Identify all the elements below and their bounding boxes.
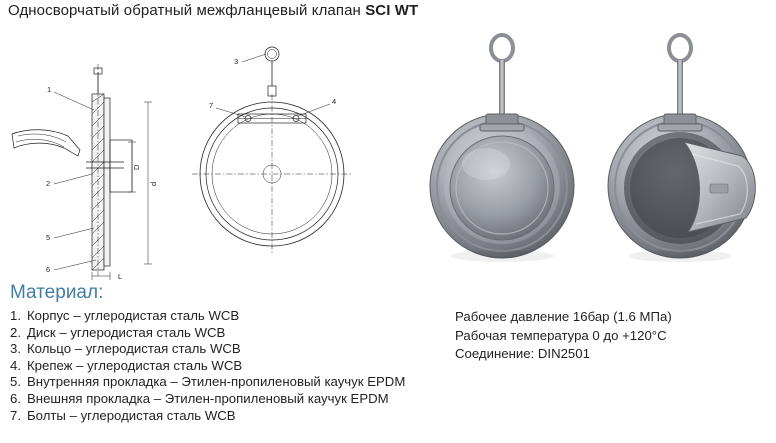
page-title-text: Односворчатый обратный межфланцевый клапан xyxy=(8,2,366,19)
list-item xyxy=(10,374,440,391)
callout-2: 2 xyxy=(46,179,51,188)
dim-label-L: L xyxy=(118,272,123,281)
spec-temperature: Рабочая температура 0 до +120°C xyxy=(455,327,667,343)
svg-text:D: D xyxy=(132,164,141,170)
material-section xyxy=(10,282,440,424)
list-item xyxy=(10,325,440,342)
spec-connection: Соединение: DIN2501 xyxy=(455,346,590,361)
cross-section-drawing xyxy=(6,24,196,281)
page-title xyxy=(8,2,418,19)
list-item-number: 1. xyxy=(10,308,21,323)
list-item xyxy=(10,391,440,408)
material-heading: Материал: xyxy=(10,282,104,303)
list-item-label: Внутренняя прокладка – Этилен-пропиленовый каучук EPDM xyxy=(27,374,406,390)
valve-photo-open xyxy=(592,24,772,274)
list-item xyxy=(10,358,440,375)
material-list xyxy=(10,308,440,424)
list-item xyxy=(10,408,440,425)
callout-3: 3 xyxy=(234,57,239,66)
list-item-number: 7. xyxy=(10,407,21,423)
svg-text:d: d xyxy=(149,181,158,186)
drawings-row xyxy=(0,24,776,281)
list-item-number: 4. xyxy=(10,357,21,373)
page-title-model: SCI WT xyxy=(365,2,419,19)
spec-pressure: Рабочее давление 16бар (1.6 МПа) xyxy=(455,309,672,324)
valve-photo-closed xyxy=(412,24,592,274)
specs-section xyxy=(455,308,672,364)
list-item-label: Кольцо – углеродистая сталь WCB xyxy=(27,341,241,357)
callout-5: 5 xyxy=(46,233,51,242)
list-item-label: Диск – углеродистая сталь WCB xyxy=(27,324,226,340)
list-item xyxy=(10,341,440,358)
list-item-label: Внешняя прокладка – Этилен-пропиленовый каучук EPDM xyxy=(27,390,389,406)
list-item-number: 6. xyxy=(10,390,21,406)
list-item xyxy=(10,308,440,325)
callout-6: 6 xyxy=(46,265,51,274)
list-item-label: Болты – углеродистая сталь WCB xyxy=(27,407,236,423)
list-item-label: Крепеж – углеродистая сталь WCB xyxy=(27,357,243,373)
callout-1: 1 xyxy=(47,85,52,94)
list-item-number: 5. xyxy=(10,374,21,390)
callout-4: 4 xyxy=(332,97,337,106)
callout-7: 7 xyxy=(209,101,214,110)
list-item-number: 3. xyxy=(10,341,21,357)
front-view-drawing xyxy=(196,24,406,274)
list-item-number: 2. xyxy=(10,324,21,340)
list-item-label: Корпус – углеродистая сталь WCB xyxy=(27,308,240,323)
